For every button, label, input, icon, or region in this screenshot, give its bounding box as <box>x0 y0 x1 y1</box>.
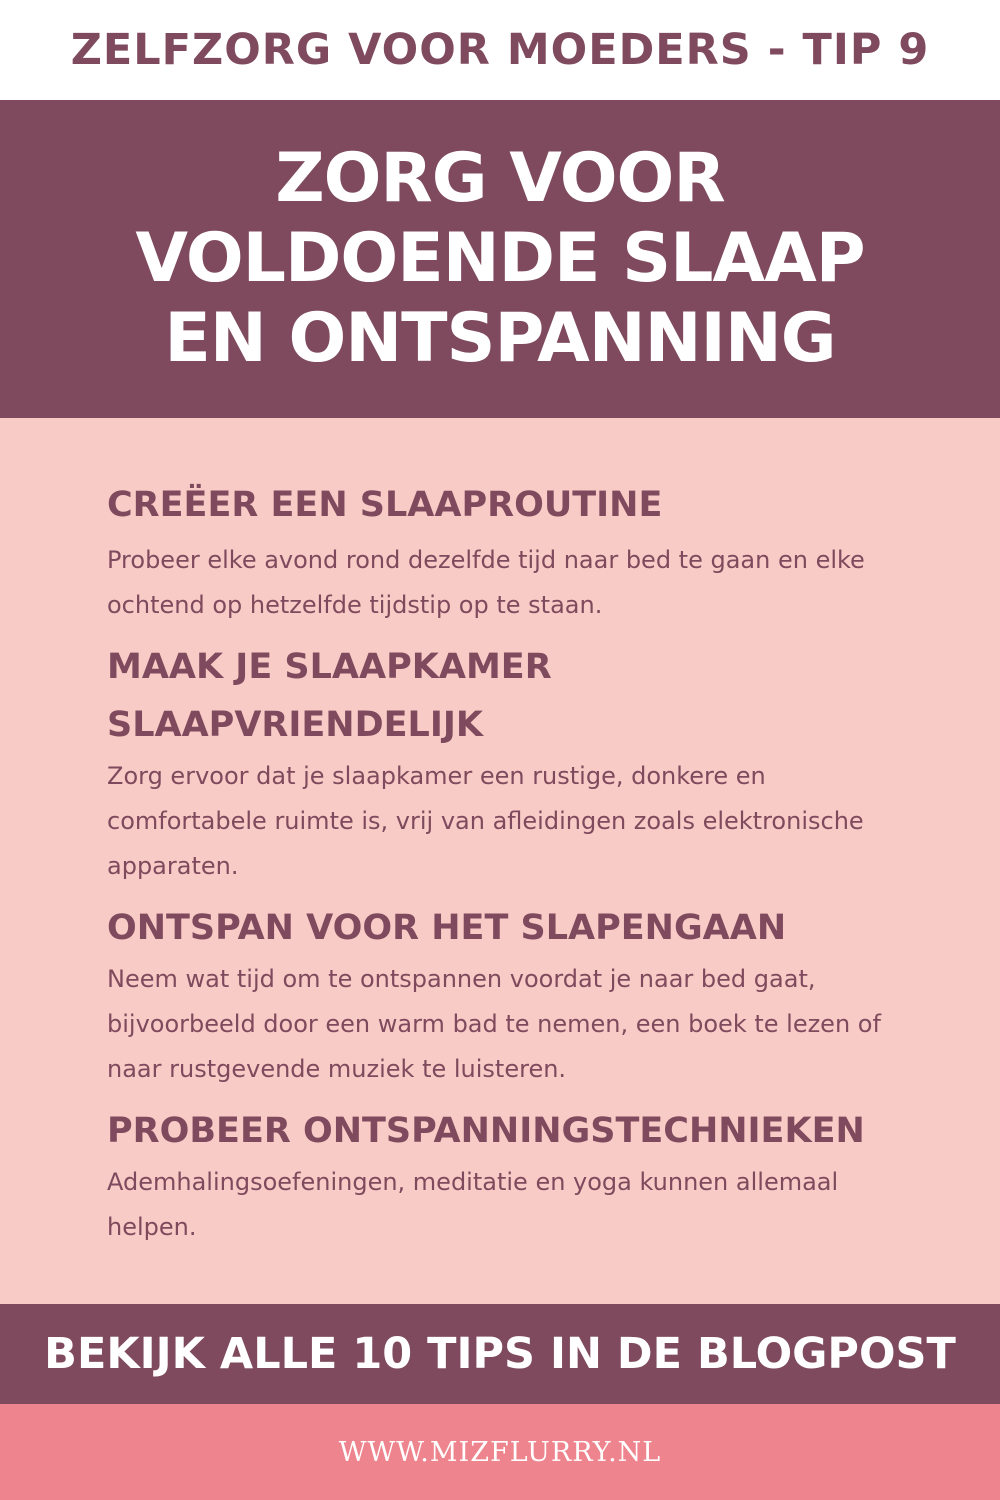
tip-body: Probeer elke avond rond dezelfde tijd naar bed te gaan en elke ochtend op hetzelfde tijdstip op te staan. <box>107 546 865 619</box>
top-banner <box>0 0 1000 100</box>
tip-heading: CREËER EEN SLAAPROUTINE <box>107 485 663 525</box>
headline-line-1: ZORG VOOR <box>275 139 725 218</box>
tip-heading: ONTSPAN VOOR HET SLAPENGAAN <box>107 908 787 948</box>
tip-section <box>107 899 907 1092</box>
tip-section <box>107 476 907 628</box>
series-title: ZELFZORG VOOR MOEDERS - TIP 9 <box>70 25 930 75</box>
tip-section <box>107 1102 907 1250</box>
headline-line-2: VOLDOENDE SLAAP <box>135 219 865 298</box>
headline-line-3: EN ONTSPANNING <box>164 299 836 378</box>
tip-heading: MAAK JE SLAAPKAMER SLAAPVRIENDELIJK <box>107 647 552 745</box>
tip-body: Neem wat tijd om te ontspannen voordat je naar bed gaat, bijvoorbeeld door een warm bad te nemen, een boek te lezen of naar rustgevende muziek te luisteren. <box>107 965 881 1083</box>
tip-section <box>107 638 907 889</box>
tip-body: Ademhalingsoefeningen, meditatie en yoga kunnen allemaal helpen. <box>107 1168 839 1241</box>
website-link[interactable]: WWW.MIZFLURRY.NL <box>338 1436 662 1468</box>
tip-body: Zorg ervoor dat je slaapkamer een rustige, donkere en comfortabele ruimte is, vrij van afleidingen zoals elektronische apparaten. <box>107 762 864 880</box>
cta-banner[interactable] <box>0 1304 1000 1404</box>
footer-banner <box>0 1404 1000 1500</box>
headline-banner <box>0 100 1000 418</box>
cta-label[interactable]: BEKIJK ALLE 10 TIPS IN DE BLOGPOST <box>44 1329 956 1379</box>
tips-panel <box>0 418 1000 1304</box>
tip-heading: PROBEER ONTSPANNINGSTECHNIEKEN <box>107 1111 865 1151</box>
tips-list <box>107 476 907 1260</box>
